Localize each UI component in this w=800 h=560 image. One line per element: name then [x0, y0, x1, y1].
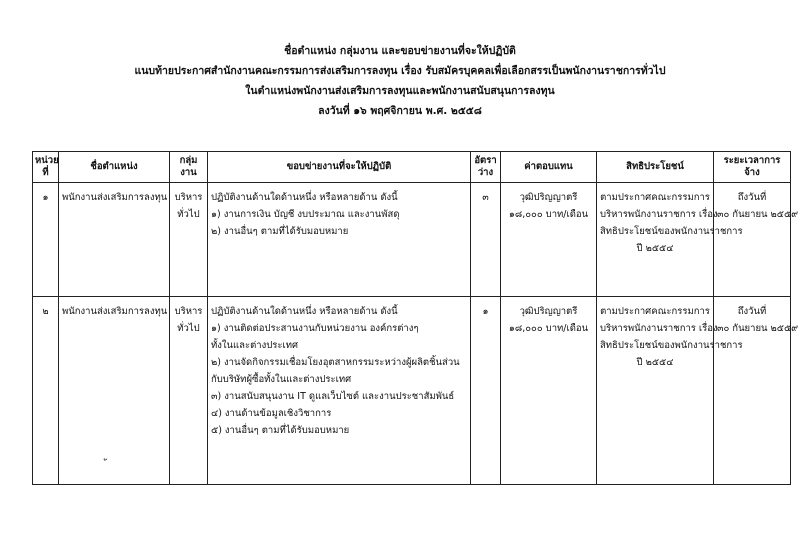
- scope-cell: [208, 183, 471, 297]
- table-row: [33, 183, 791, 297]
- benefits-line: ปี ๒๕๕๔: [636, 357, 674, 368]
- column-header-pay: ค่าตอบแทน: [501, 152, 597, 183]
- column-header-position: ชื่อตำแหน่ง: [59, 152, 170, 183]
- document-subtitle: แนบท้ายประกาศสำนักงานคณะกรรมการส่งเสริมการลงทุน เรื่อง รับสมัครบุคคลเพื่อเลือกสรรเป็นพนักงานราชการทั่วไป: [134, 65, 666, 77]
- table-header-row: [33, 152, 791, 183]
- scope-line: ปฏิบัติงานด้านใดด้านหนึ่ง หรือหลายด้าน ดังนี้: [211, 306, 398, 317]
- period-line: ถึงวันที่: [737, 306, 767, 317]
- document-title: ชื่อตำแหน่ง กลุ่มงาน และขอบข่ายงานที่จะให้ปฏิบัติ: [284, 45, 516, 57]
- vacancy-cell: ๑: [471, 297, 501, 485]
- scope-cell: [208, 297, 471, 485]
- benefits-line: สิทธิประโยชน์ของพนักงานราชการ: [600, 226, 743, 237]
- group-line: ทั่วไป: [177, 209, 200, 220]
- group-line: บริหาร: [174, 306, 203, 317]
- column-header-vacancy: อัตราว่าง: [471, 152, 501, 183]
- benefits-line: ปี ๒๕๕๔: [636, 243, 674, 254]
- group-cell: [170, 183, 208, 297]
- scope-line: ๔) งานด้านข้อมูลเชิงวิชาการ: [211, 408, 332, 419]
- group-cell: [170, 297, 208, 485]
- scope-line: ปฏิบัติงานด้านใดด้านหนึ่ง หรือหลายด้าน ดังนี้: [211, 192, 398, 203]
- pay-line: ๑๘,๐๐๐ บาท/เดือน: [508, 209, 589, 220]
- benefits-line: สิทธิประโยชน์ของพนักงานราชการ: [600, 340, 743, 351]
- period-cell: [714, 297, 799, 485]
- positions-table: [32, 151, 799, 485]
- scope-line: ทั้งในและต่างประเทศ: [211, 340, 298, 351]
- scope-line: ๓) งานสนับสนุนงาน IT ดูแลเว็บไซต์ และงานประชาสัมพันธ์: [211, 391, 455, 402]
- column-header-unit: หน่วยที่: [33, 152, 59, 183]
- position-cell: พนักงานส่งเสริมการลงทุน: [59, 297, 170, 485]
- benefits-line: ตามประกาศคณะกรรมการ: [600, 192, 710, 203]
- position-cell: พนักงานส่งเสริมการลงทุน: [59, 183, 170, 297]
- document-subtitle-positions: ในตำแหน่งพนักงานส่งเสริมการลงทุนและพนักงานสนับสนุนการลงทุน: [245, 85, 555, 97]
- unit-cell: ๒: [33, 297, 59, 485]
- scope-line: กับบริษัทผู้ซื้อทั้งในและต่างประเทศ: [211, 374, 352, 385]
- scope-line: ๑) งานติดต่อประสานงานกับหน่วยงาน องค์กรต่างๆ: [211, 323, 419, 334]
- pay-cell: [501, 183, 597, 297]
- vacancy-cell: ๓: [471, 183, 501, 297]
- pay-line: วุฒิปริญญาตรี: [519, 306, 578, 317]
- benefits-line: บริหารพนักงานราชการ เรื่อง: [600, 323, 718, 334]
- benefits-cell: [597, 297, 743, 485]
- scope-line: ๕) งานอื่นๆ ตามที่ได้รับมอบหมาย: [211, 425, 350, 436]
- unit-cell: ๑: [33, 183, 59, 297]
- benefits-line: ตามประกาศคณะกรรมการ: [600, 306, 710, 317]
- benefits-line: บริหารพนักงานราชการ เรื่อง: [600, 209, 718, 220]
- period-line: ๓๐ กันยายน ๒๕๕๙: [717, 209, 799, 220]
- period-cell: [714, 183, 799, 297]
- group-line: บริหาร: [174, 192, 203, 203]
- period-line: ถึงวันที่: [737, 192, 767, 203]
- benefits-cell: [597, 183, 743, 297]
- column-header-group: กลุ่มงาน: [170, 152, 208, 183]
- column-header-period: ระยะเวลาการจ้าง: [714, 152, 791, 183]
- pay-line: ๑๘,๐๐๐ บาท/เดือน: [508, 323, 589, 334]
- table-row: [33, 297, 791, 485]
- scope-line: ๒) งานจัดกิจกรรมเชื่อมโยงอุตสาหกรรมระหว่างผู้ผลิตชิ้นส่วน: [211, 357, 460, 368]
- pay-cell: [501, 297, 597, 485]
- document-date: ลงวันที่ ๑๖ พฤศจิกายน พ.ศ. ๒๕๕๘: [318, 105, 482, 117]
- pay-line: วุฒิปริญญาตรี: [519, 192, 578, 203]
- group-line: ทั่วไป: [177, 323, 200, 334]
- scope-line: ๒) งานอื่นๆ ตามที่ได้รับมอบหมาย: [211, 226, 349, 237]
- column-header-benefits: สิทธิประโยชน์: [597, 152, 714, 183]
- scope-line: ๑) งานการเงิน บัญชี งบประมาณ และงานพัสดุ: [211, 209, 400, 220]
- column-header-scope: ขอบข่ายงานที่จะให้ปฏิบัติ: [208, 152, 471, 183]
- period-line: ๓๐ กันยายน ๒๕๕๙: [717, 323, 799, 334]
